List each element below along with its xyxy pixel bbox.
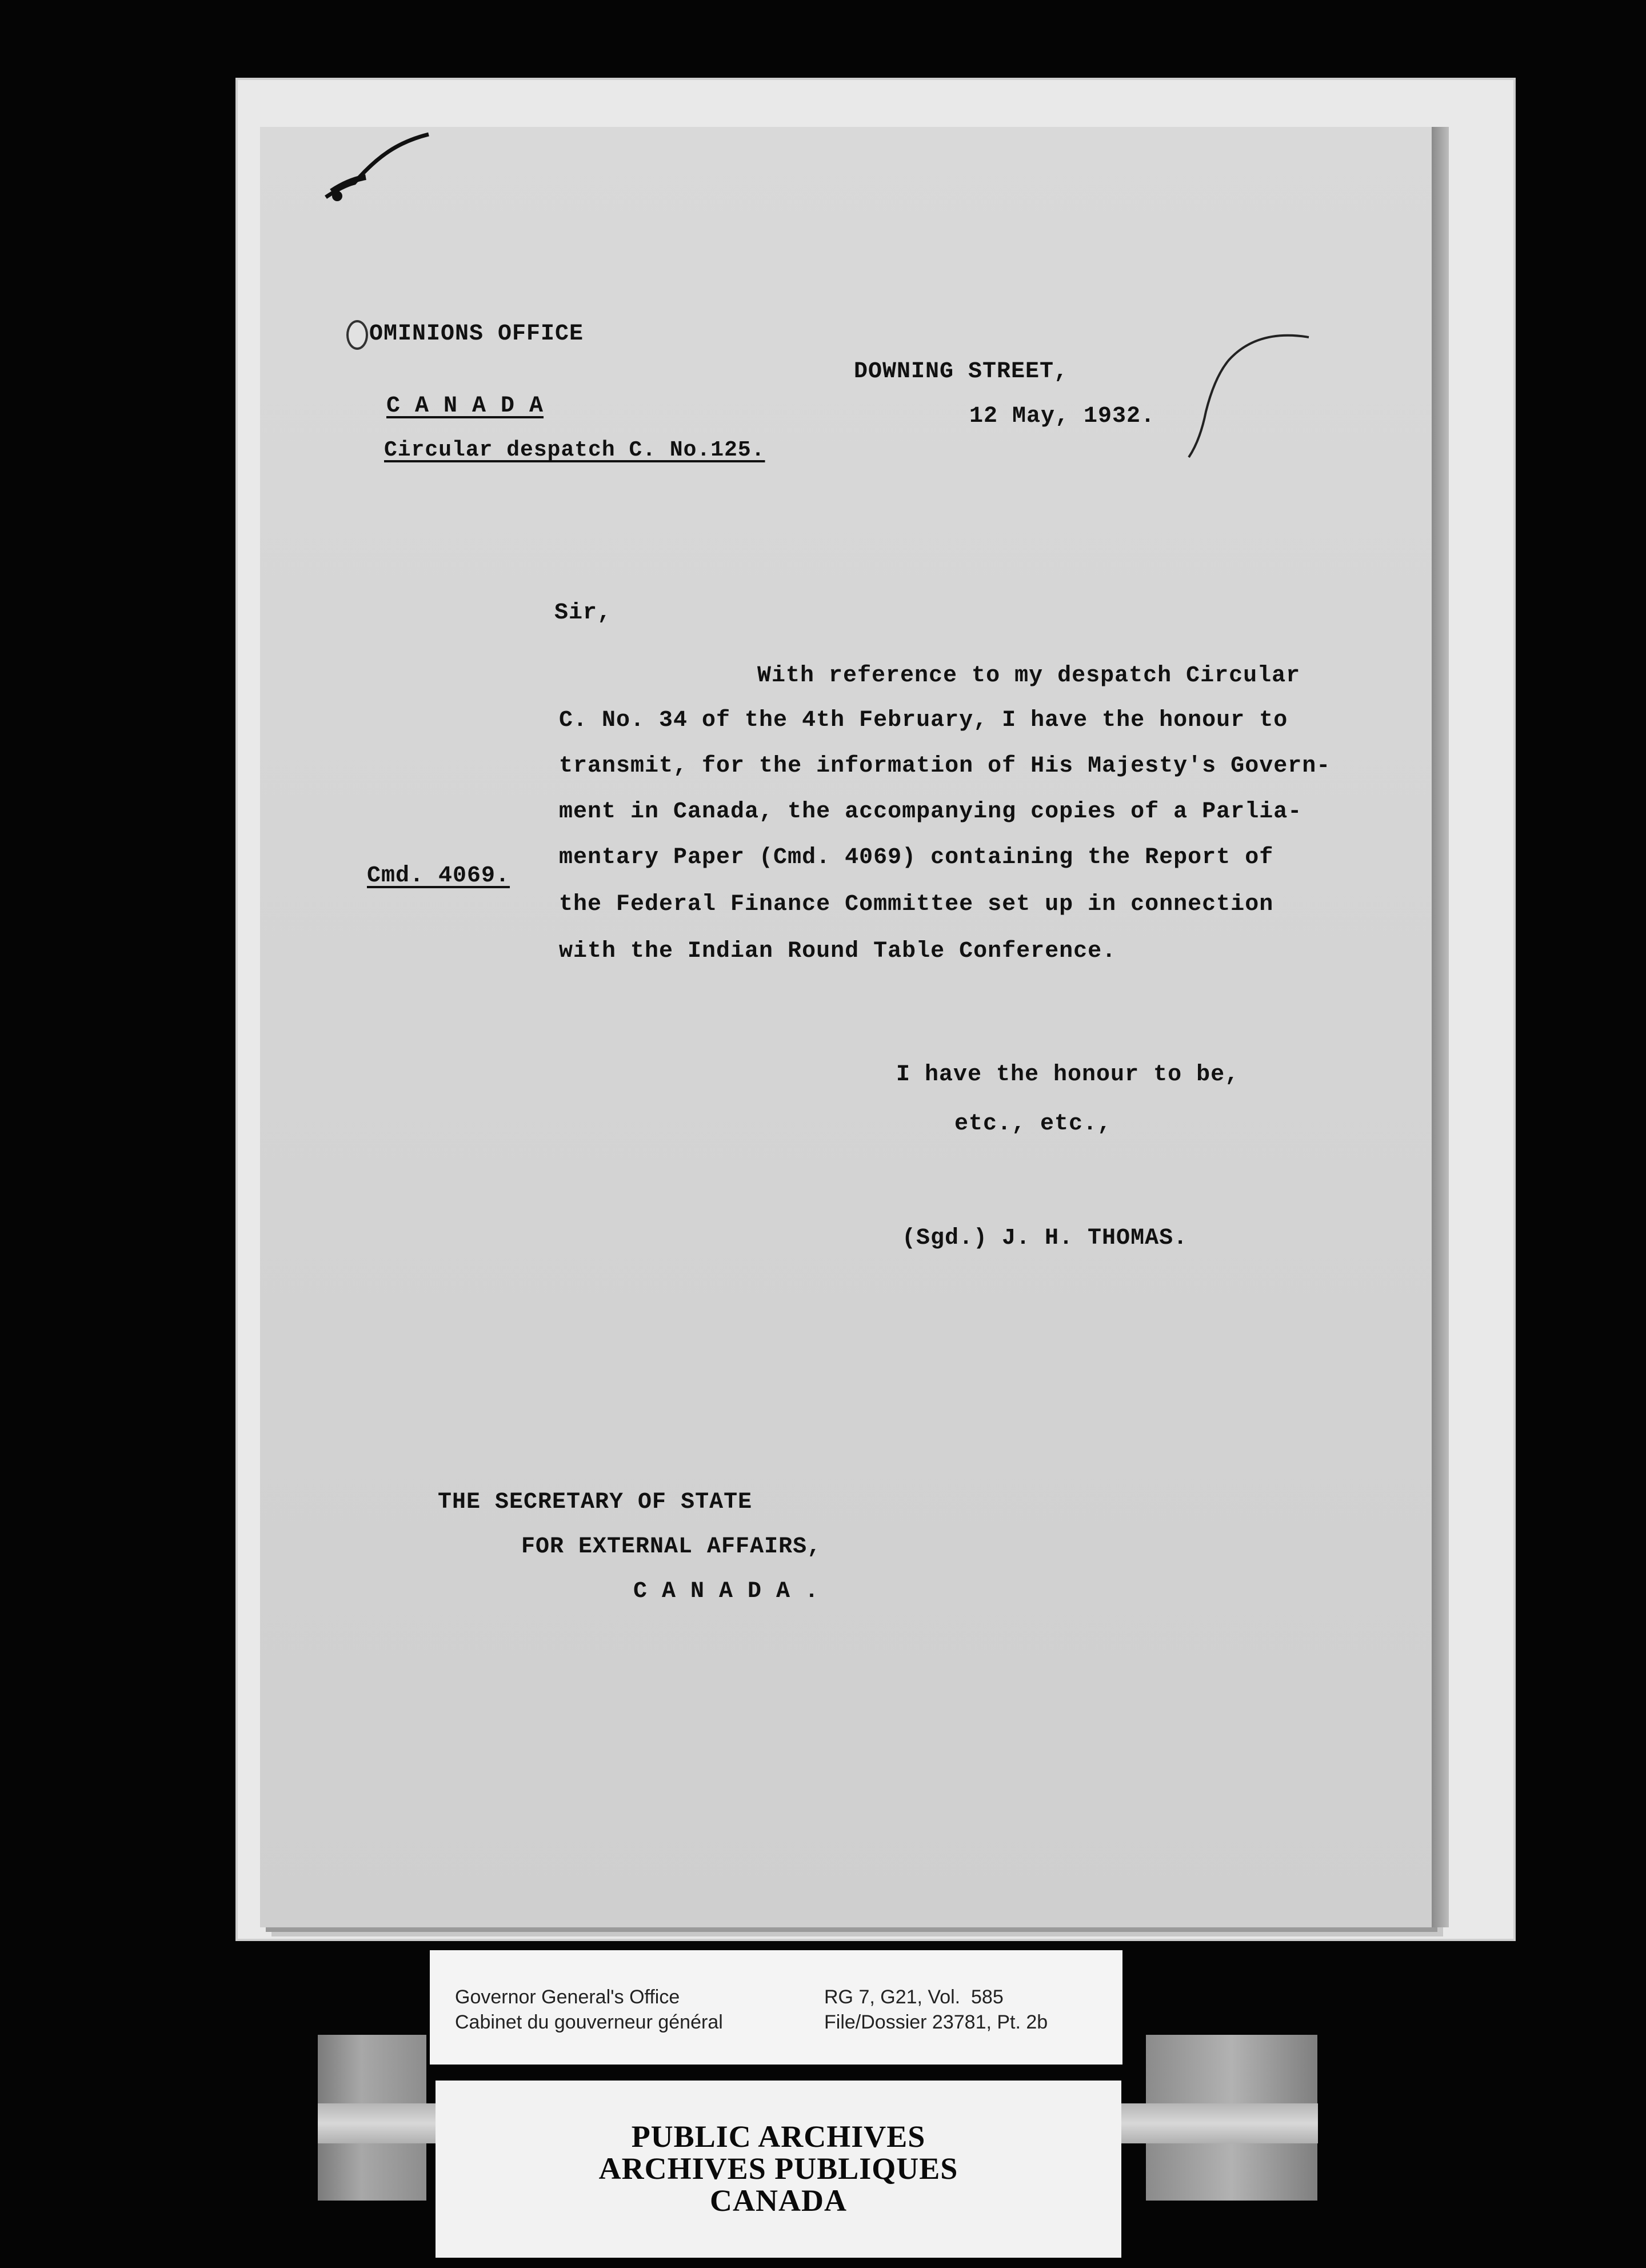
signature: (Sgd.) J. H. THOMAS. — [902, 1225, 1188, 1251]
body-line: transmit, for the information of His Majesty's Govern- — [559, 753, 1331, 779]
body-line: With reference to my despatch Circular — [757, 663, 1301, 689]
salutation: Sir, — [554, 600, 612, 626]
closing-etc: etc., etc., — [954, 1111, 1112, 1137]
label-office-fr: Cabinet du gouverneur général — [455, 2011, 723, 2033]
addressee-line: C A N A D A . — [633, 1579, 820, 1604]
body-line: ment in Canada, the accompanying copies of a Parlia- — [559, 799, 1303, 825]
closing-line: I have the honour to be, — [896, 1062, 1240, 1088]
office-heading: OMINIONS OFFICE — [369, 321, 584, 347]
archives-stamp — [436, 2081, 1121, 2258]
body-line: with the Indian Round Table Conference. — [559, 939, 1117, 964]
stamp-line: ARCHIVES PUBLIQUES — [598, 2151, 958, 2186]
body-line: mentary Paper (Cmd. 4069) containing the Report of — [559, 845, 1274, 871]
addressee-line: FOR EXTERNAL AFFAIRS, — [521, 1534, 822, 1560]
page-shadow-edge — [1432, 127, 1449, 1927]
letter-date: 12 May, 1932. — [969, 404, 1156, 429]
body-line: the Federal Finance Committee set up in connection — [559, 892, 1274, 917]
street-address: DOWNING STREET, — [854, 359, 1069, 385]
pencil-stroke-mark — [1166, 332, 1326, 463]
circular-reference: Circular despatch C. No.125. — [384, 438, 765, 462]
punch-hole — [346, 320, 368, 350]
corner-ink-mark — [320, 129, 434, 209]
country-heading: C A N A D A — [386, 393, 544, 419]
label-reference: RG 7, G21, Vol. 585 — [824, 1986, 1004, 2008]
body-line: C. No. 34 of the 4th February, I have the honour to — [559, 708, 1288, 733]
archive-label — [430, 1950, 1122, 2065]
stamp-line: PUBLIC ARCHIVES — [631, 2119, 926, 2154]
margin-note: Cmd. 4069. — [367, 863, 510, 889]
stamp-line: CANADA — [710, 2183, 847, 2218]
label-office-en: Governor General's Office — [455, 1986, 680, 2008]
label-file: File/Dossier 23781, Pt. 2b — [824, 2011, 1048, 2033]
addressee-line: THE SECRETARY OF STATE — [438, 1490, 753, 1515]
